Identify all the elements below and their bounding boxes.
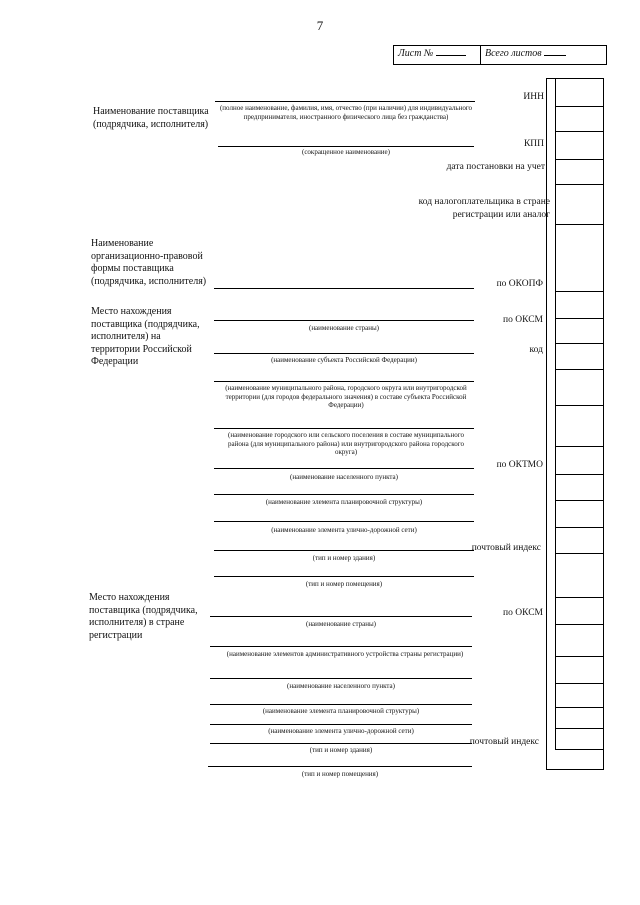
postal2-cell[interactable] (555, 729, 603, 750)
supplier-name-label: Наименование поставщика (подрядчика, исполнителя) (93, 106, 209, 130)
country-line[interactable] (214, 320, 474, 321)
planning-element2-line[interactable] (210, 704, 472, 705)
planning-element2-caption: (наименование элемента планировочной структуры) (262, 707, 420, 715)
admin-elements-caption: (наименование элементов административного устройства страны регистрации) (226, 650, 464, 658)
page-number: 7 (316, 18, 324, 33)
okopf-label: по ОКОПФ (496, 279, 543, 289)
reg-date-label: дата постановки на учет (446, 162, 545, 172)
building2-line[interactable] (210, 743, 472, 744)
full-name-caption: (полное наименование, фамилия, имя, отчество (при наличии) для индивидуального предпринимателя, иностранного физического лица без гражданства) (219, 104, 473, 121)
code-label: код (529, 345, 543, 355)
location-rf-label: Место нахождения поставщика (подрядчика, исполнителя) на территории Российской Федерации (91, 306, 200, 367)
sheet-number-label: Лист № (398, 48, 434, 59)
country2-caption: (наименование страны) (305, 620, 377, 628)
locality2-caption: (наименование населенного пункта) (287, 682, 395, 690)
location-foreign-label: Место нахождения поставщика (подрядчика, исполнителя) в стране регистрации (89, 592, 198, 641)
blank-cell-8[interactable] (555, 657, 603, 684)
country-caption: (наименование страны) (308, 324, 380, 332)
blank-cell-7[interactable] (555, 625, 603, 657)
kpp-label: КПП (523, 139, 544, 149)
tax-code-cell[interactable] (555, 185, 603, 225)
admin-elements-line[interactable] (210, 646, 472, 647)
oksm-cell[interactable] (555, 319, 603, 344)
sheet-header-box (393, 45, 607, 65)
locality-caption: (наименование населенного пункта) (290, 473, 398, 481)
blank-cell-1[interactable] (555, 225, 603, 292)
oksm2-label: по ОКСМ (503, 608, 543, 618)
oktmo-label: по ОКТМО (496, 460, 543, 470)
postal-cell[interactable] (555, 528, 603, 554)
municipal-district-caption: (наименование муниципального района, городского округа или внутригородской территории (для городов федерального значения) в составе субъекта Российской Федерации) (225, 384, 467, 409)
kpp-cell[interactable] (555, 132, 603, 160)
blank-cell-2[interactable] (555, 370, 603, 406)
legal-form-line[interactable] (214, 288, 474, 289)
room-caption: (тип и номер помещения) (305, 580, 383, 588)
code-column (546, 78, 604, 770)
country2-line[interactable] (210, 616, 472, 617)
street-element2-line[interactable] (210, 724, 472, 725)
oksm-label: по ОКСМ (503, 315, 543, 325)
subject-rf-line[interactable] (214, 353, 474, 354)
code-cell[interactable] (555, 344, 603, 370)
sheet-number-cell[interactable] (394, 46, 480, 64)
settlement-line[interactable] (214, 428, 474, 429)
sheet-number-blank[interactable] (436, 55, 466, 56)
oktmo-cell[interactable] (555, 447, 603, 475)
street-element-line[interactable] (214, 521, 474, 522)
building-line[interactable] (214, 550, 474, 551)
inn-cell-2[interactable] (555, 107, 603, 132)
oksm2-cell[interactable] (555, 598, 603, 625)
blank-cell-6[interactable] (555, 554, 603, 598)
postal-label: почтовый индекс (471, 543, 541, 553)
street-element2-caption: (наименование элемента улично-дорожной сети) (268, 727, 414, 735)
full-name-line[interactable] (215, 101, 475, 102)
short-name-caption: (сокращенное наименование) (301, 148, 390, 156)
settlement-caption: (наименование городского или сельского поселения в составе муниципального района (для муниципального района) или внутригородского района городского округа) (227, 431, 464, 456)
inn-cell[interactable] (555, 79, 603, 107)
planning-element-line[interactable] (214, 494, 474, 495)
planning-element-caption: (наименование элемента планировочной структуры) (265, 498, 423, 506)
blank-cell-4[interactable] (555, 475, 603, 501)
blank-cell-3[interactable] (555, 406, 603, 447)
subject-rf-caption: (наименование субъекта Российской Федерации) (271, 356, 417, 364)
blank-cell-10[interactable] (555, 708, 603, 729)
room2-line[interactable] (208, 766, 472, 767)
inn-label: ИНН (523, 92, 544, 102)
room2-caption: (тип и номер помещения) (301, 770, 379, 778)
building-caption: (тип и номер здания) (312, 554, 376, 562)
blank-cell-9[interactable] (555, 684, 603, 708)
municipal-district-line[interactable] (214, 381, 474, 382)
okopf-cell[interactable] (555, 292, 603, 319)
room-line[interactable] (214, 576, 474, 577)
legal-form-label: Наименование организационно-правовой формы поставщика (подрядчика, исполнителя) (91, 238, 207, 287)
total-sheets-label: Всего листов (485, 48, 542, 59)
locality-line[interactable] (214, 468, 474, 469)
street-element-caption: (наименование элемента улично-дорожной сети) (271, 526, 417, 534)
short-name-line[interactable] (218, 146, 474, 147)
building2-caption: (тип и номер здания) (309, 746, 373, 754)
total-sheets-blank[interactable] (544, 55, 566, 56)
tax-code-label: код налогоплательщика в стране регистрации или аналог (418, 197, 550, 220)
postal2-label: почтовый индекс (469, 737, 539, 747)
reg-date-cell[interactable] (555, 160, 603, 185)
locality2-line[interactable] (210, 678, 472, 679)
blank-cell-5[interactable] (555, 501, 603, 528)
total-sheets-cell[interactable] (480, 46, 606, 64)
